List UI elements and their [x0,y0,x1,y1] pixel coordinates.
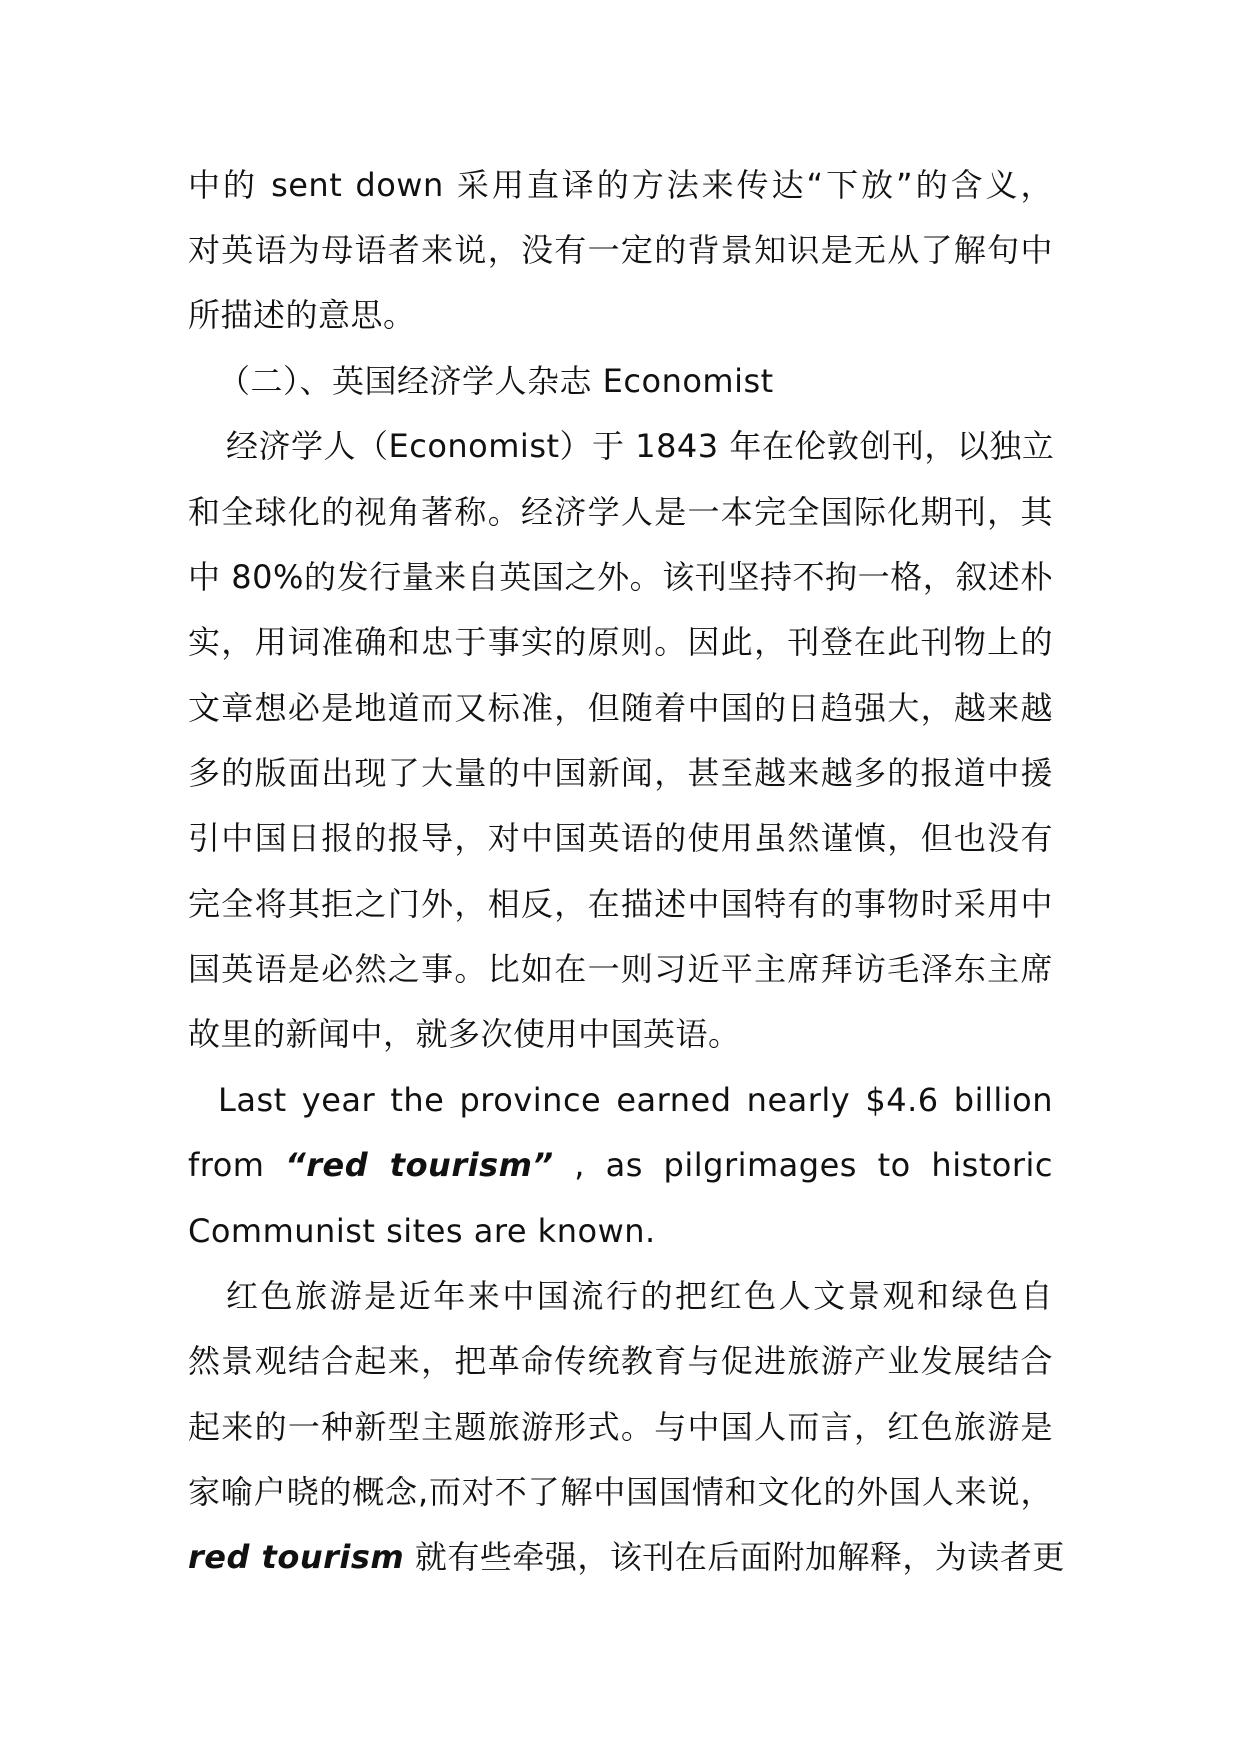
quote-line [188,1143,1053,1187]
paragraph-line: 多的版面出现了大量的中国新闻，甚至越来越多的报道中援 [188,754,1053,792]
section-heading: （二）、英国经济学人杂志 Economist [218,362,774,400]
paragraph-line: 完全将其拒之门外，相反，在描述中国特有的事物时采用中 [188,885,1053,923]
paragraph-line: 中 80%的发行量来自英国之外。该刊坚持不拘一格，叙述朴 [188,558,1053,596]
paragraph-line: 中的 sent down 采用直译的方法来传达“下放”的含义， [188,166,1053,204]
paragraph-line: 和全球化的视角著称。经济学人是一本完全国际化期刊，其 [188,493,1053,531]
quote-text: , as pilgrimages to historic [574,1146,1054,1184]
emphasis-term: red tourism [188,1538,405,1576]
paragraph-line: 国英语是必然之事。比如在一则习近平主席拜访毛泽东主席 [188,950,1053,988]
paragraph-line: 故里的新闻中，就多次使用中国英语。 [188,1015,741,1053]
paragraph-line: 然景观结合起来，把革命传统教育与促进旅游产业发展结合 [188,1342,1053,1380]
paragraph-line: 文章想必是地道而又标准，但随着中国的日趋强大，越来越 [188,689,1053,727]
paragraph-line: 红色旅游是近年来中国流行的把红色人文景观和绿色自 [226,1277,1053,1315]
emphasis-term: “red tourism” [285,1146,554,1184]
paragraph-line: 对英语为母语者来说，没有一定的背景知识是无从了解句中 [188,231,1053,269]
paragraph-line: 所描述的意思。 [188,296,416,334]
paragraph-line: 引中国日报的报导，对中国英语的使用虽然谨慎，但也没有 [188,819,1053,857]
quote-text: from [188,1146,286,1184]
paragraph-line [188,1535,1065,1579]
paragraph-line: 起来的一种新型主题旅游形式。与中国人而言，红色旅游是 [188,1408,1053,1446]
paragraph-line: 实，用词准确和忠于事实的原则。因此，刊登在此刊物上的 [188,623,1053,661]
quote-line: Last year the province earned nearly $4.6 billion [218,1081,1053,1119]
paragraph-line: 经济学人（Economist）于 1843 年在伦敦创刊，以独立 [226,427,1055,465]
quote-line: Communist sites are known. [188,1212,656,1250]
paragraph-text: 就有些牵强，该刊在后面附加解释，为读者更 [414,1538,1065,1576]
paragraph-line: 家喻户晓的概念,而对不了解中国国情和文化的外国人来说， [188,1473,1053,1511]
